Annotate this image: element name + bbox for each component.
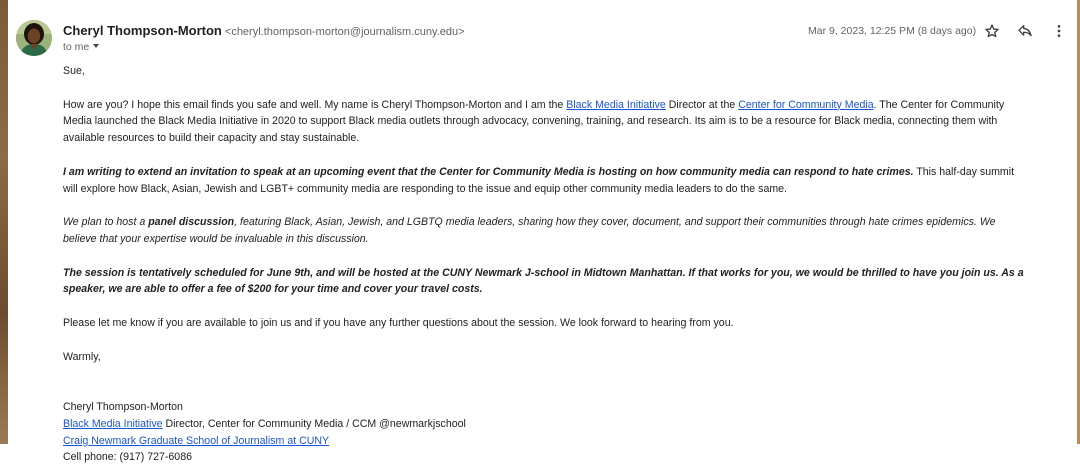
text-span: Director at the: [665, 98, 739, 111]
signature-bmi-link[interactable]: Black Media Initiative: [63, 417, 163, 430]
text-span: , featuring Black, Asian, Jewish, and LGBTQ media leaders, sharing how they cover, document, and support their communities through hate crimes epidemics. We: [234, 216, 996, 229]
chevron-down-icon[interactable]: [93, 44, 99, 48]
sender-email: <cheryl.thompson-morton@journalism.cuny.edu>: [224, 26, 465, 38]
more-options-button[interactable]: [1047, 19, 1071, 43]
text-span: We plan to host a: [63, 216, 149, 229]
signature-school-link[interactable]: Craig Newmark Graduate School of Journalism at CUNY: [63, 434, 330, 447]
black-media-initiative-link[interactable]: Black Media Initiative: [566, 98, 666, 111]
star-button[interactable]: [980, 19, 1004, 43]
emphasis-text: I am writing to extend an invitation to speak at an upcoming event that the Center for Community Media is hosting on how community media can respond to hate crimes.: [63, 165, 914, 178]
message-date: Mar 9, 2023, 12:25 PM (8 days ago): [808, 25, 977, 37]
signature: [63, 399, 1069, 466]
signature-phone: Cell phone: (917) 727-6086: [63, 451, 192, 464]
signature-school: [63, 433, 1069, 450]
paragraph-1-line-1: [63, 97, 1069, 114]
paragraph-2-line-2: will explore how Black, Asian, Jewish and LGBT+ community media are responding to the issue and equip other community media leaders to do the same.: [63, 182, 787, 195]
paragraph-1-line-2: Media launched the Black Media Initiative in 2020 to support Black media outlets through advocacy, convening, training, and research. Its aim is to be a resource for Black media, connecting them with: [63, 115, 998, 128]
text-span: Director, Center for Community Media / CCM @newmarkjschool: [162, 417, 466, 430]
recipient-details-toggle[interactable]: [63, 41, 99, 54]
sender-line: [63, 23, 465, 40]
star-icon: [984, 23, 1000, 39]
paragraph-3-line-2: believe that your expertise would be invaluable in this discussion.: [63, 232, 369, 245]
emphasis-text: panel discussion: [148, 216, 235, 229]
closing: Warmly,: [63, 350, 101, 363]
paragraph-5: Please let me know if you are available to join us and if you have any further questions about the session. We look forward to hearing from you.: [63, 316, 734, 329]
message-body: [63, 63, 1069, 466]
sender-name[interactable]: Cheryl Thompson-Morton: [63, 23, 222, 38]
more-vert-icon: [1051, 23, 1067, 39]
text-span: . The Center for Community: [873, 98, 1005, 111]
center-for-community-media-link[interactable]: Center for Community Media: [738, 98, 874, 111]
paragraph-4-line-2: speaker, we are able to offer a fee of $200 for your time and cover your travel costs.: [63, 283, 483, 296]
paragraph-4-line-1: The session is tentatively scheduled for June 9th, and will be hosted at the CUNY Newmark J-school in Midtown Manhattan. If that works for you, we would be thrilled to have you join us. As a: [63, 266, 1024, 279]
paragraph-3-line-1: [63, 214, 1069, 231]
window-edge-left: [0, 0, 8, 444]
signature-name: Cheryl Thompson-Morton: [63, 400, 183, 413]
to-label: to me: [63, 41, 90, 53]
reply-icon: [1017, 23, 1033, 39]
greeting: Sue,: [63, 65, 85, 77]
avatar[interactable]: [16, 20, 52, 56]
signature-title: [63, 416, 1069, 433]
text-span: This half-day summit: [913, 165, 1015, 178]
text-span: How are you? I hope this email finds you safe and well. My name is Cheryl Thompson-Morton and I am the: [63, 98, 567, 111]
paragraph-1-line-3: available resources to build their capacity and stay sustainable.: [63, 132, 360, 145]
reply-button[interactable]: [1013, 19, 1037, 43]
paragraph-2-line-1: [63, 164, 1069, 181]
